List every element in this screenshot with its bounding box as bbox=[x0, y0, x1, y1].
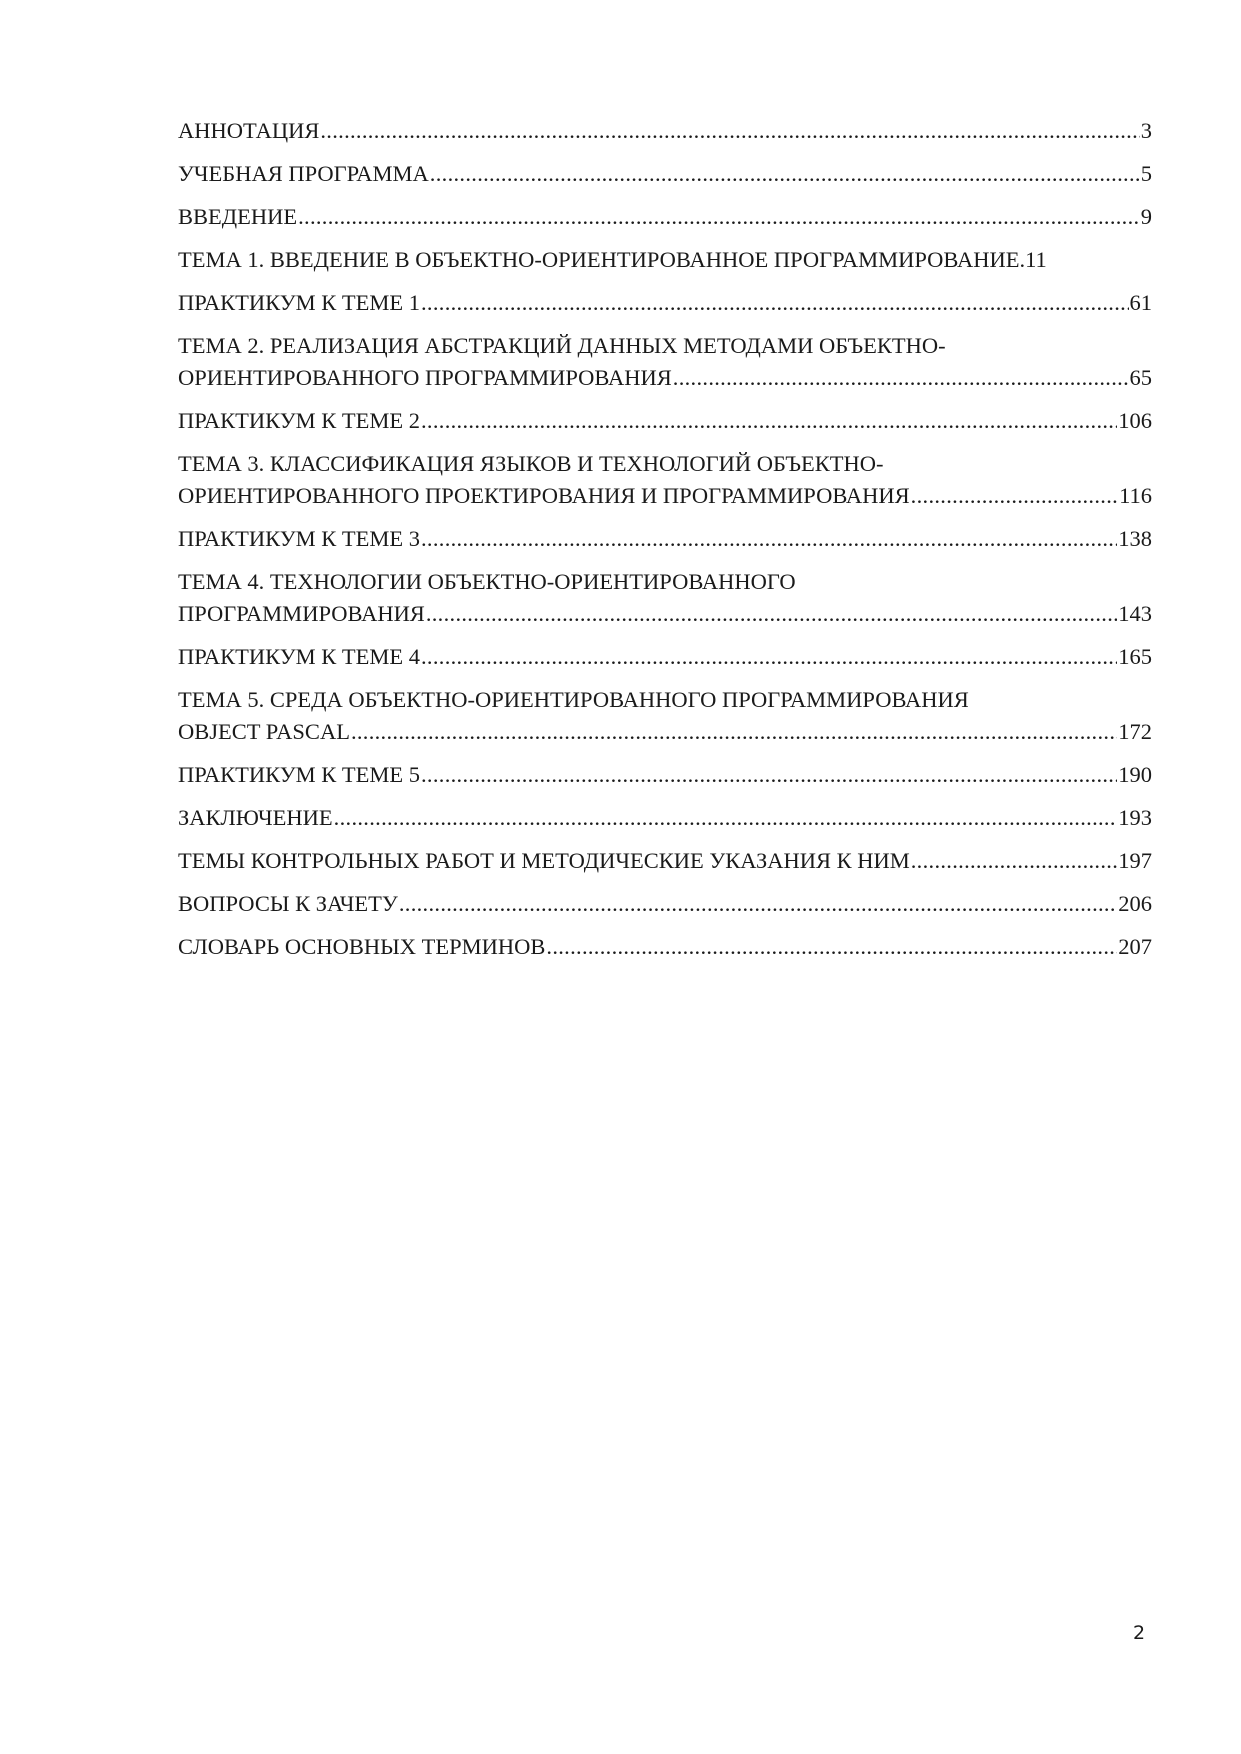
toc-dot-leader bbox=[421, 759, 1117, 791]
page-number: 2 bbox=[1133, 1622, 1146, 1644]
toc-entry-topic-5 bbox=[178, 684, 1152, 748]
toc-dot-leader bbox=[421, 641, 1117, 673]
toc-entry-title: ВОПРОСЫ К ЗАЧЕТУ bbox=[178, 891, 398, 916]
toc-entry-page: 65 bbox=[1129, 365, 1152, 390]
toc-entry-title: ПРАКТИКУМ К ТЕМЕ 4 bbox=[178, 644, 420, 669]
toc-entry-title-line2: OBJECT PASCAL bbox=[178, 719, 350, 744]
toc-entry-page: 193 bbox=[1118, 805, 1152, 830]
toc-entry-introduction bbox=[178, 201, 1152, 233]
toc-entry-title: ЗАКЛЮЧЕНИЕ bbox=[178, 805, 333, 830]
toc-entry-page: 197 bbox=[1118, 848, 1152, 873]
toc-dot-leader bbox=[673, 362, 1129, 394]
toc-dot-leader bbox=[298, 201, 1140, 233]
toc-entry-practicum-2 bbox=[178, 405, 1152, 437]
toc-entry-page: 206 bbox=[1118, 891, 1152, 916]
toc-entry-practicum-4 bbox=[178, 641, 1152, 673]
toc-entry-practicum-3 bbox=[178, 523, 1152, 555]
toc-dot-leader bbox=[421, 523, 1117, 555]
toc-entry-title: АННОТАЦИЯ bbox=[178, 118, 320, 143]
toc-entry-title: ПРАКТИКУМ К ТЕМЕ 3 bbox=[178, 526, 420, 551]
toc-entry-page: 5 bbox=[1140, 161, 1152, 186]
toc-dot-leader bbox=[911, 845, 1118, 877]
toc-entry-page: 9 bbox=[1140, 204, 1152, 229]
toc-entry-page: 116 bbox=[1119, 483, 1152, 508]
toc-dot-leader bbox=[351, 716, 1117, 748]
toc-dot-leader bbox=[320, 115, 1139, 147]
toc-entry-title: ВВЕДЕНИЕ bbox=[178, 204, 298, 229]
toc-entry-page: 165 bbox=[1118, 644, 1152, 669]
toc-entry-title: ТЕМЫ КОНТРОЛЬНЫХ РАБОТ И МЕТОДИЧЕСКИЕ УКАЗАНИЯ К НИМ bbox=[178, 848, 910, 873]
toc-entry-practicum-5 bbox=[178, 759, 1152, 791]
toc-entry-topic-4 bbox=[178, 566, 1152, 630]
toc-entry-title-line1: ТЕМА 5. СРЕДА ОБЪЕКТНО-ОРИЕНТИРОВАННОГО ПРОГРАММИРОВАНИЯ bbox=[178, 687, 969, 712]
toc-entry-title-line1: ТЕМА 4. ТЕХНОЛОГИИ ОБЪЕКТНО-ОРИЕНТИРОВАННОГО bbox=[178, 569, 796, 594]
toc-entry-topic-1 bbox=[178, 244, 1152, 276]
toc-entry-page: 172 bbox=[1118, 719, 1152, 744]
toc-entry-title: ПРАКТИКУМ К ТЕМЕ 2 bbox=[178, 408, 420, 433]
toc-entry-title-line2: ПРОГРАММИРОВАНИЯ bbox=[178, 601, 425, 626]
table-of-contents bbox=[178, 115, 1152, 974]
toc-entry-title: ПРАКТИКУМ К ТЕМЕ 1 bbox=[178, 290, 420, 315]
toc-entry-assignments bbox=[178, 845, 1152, 877]
toc-entry-annotation bbox=[178, 115, 1152, 147]
toc-entry-topic-3 bbox=[178, 448, 1152, 512]
toc-entry-page: 3 bbox=[1140, 118, 1152, 143]
toc-entry-page: 11 bbox=[1025, 247, 1047, 272]
toc-entry-title: ПРАКТИКУМ К ТЕМЕ 5 bbox=[178, 762, 420, 787]
toc-entry-title: УЧЕБНАЯ ПРОГРАММА bbox=[178, 161, 429, 186]
toc-entry-curriculum bbox=[178, 158, 1152, 190]
toc-entry-page: 61 bbox=[1129, 290, 1152, 315]
toc-dot-leader bbox=[421, 287, 1129, 319]
toc-dot-leader bbox=[421, 405, 1117, 437]
toc-entry-title-line1: ТЕМА 3. КЛАССИФИКАЦИЯ ЯЗЫКОВ И ТЕХНОЛОГИЙ ОБЪЕКТНО- bbox=[178, 451, 884, 476]
toc-dot-leader bbox=[399, 888, 1117, 920]
toc-entry-conclusion bbox=[178, 802, 1152, 834]
toc-dot-leader bbox=[334, 802, 1118, 834]
toc-entry-topic-2 bbox=[178, 330, 1152, 394]
toc-entry-title-line2: ОРИЕНТИРОВАННОГО ПРОГРАММИРОВАНИЯ bbox=[178, 365, 672, 390]
toc-entry-title-line1: ТЕМА 2. РЕАЛИЗАЦИЯ АБСТРАКЦИЙ ДАННЫХ МЕТОДАМИ ОБЪЕКТНО- bbox=[178, 333, 946, 358]
toc-entry-title: СЛОВАРЬ ОСНОВНЫХ ТЕРМИНОВ bbox=[178, 934, 546, 959]
toc-entry-page: 207 bbox=[1118, 934, 1152, 959]
toc-dot-leader bbox=[430, 158, 1140, 190]
toc-entry-page: 143 bbox=[1118, 601, 1152, 626]
toc-dot-leader bbox=[426, 598, 1117, 630]
toc-entry-page: 190 bbox=[1118, 762, 1152, 787]
toc-entry-page: 106 bbox=[1118, 408, 1152, 433]
toc-entry-page: 138 bbox=[1118, 526, 1152, 551]
toc-entry-title: ТЕМА 1. ВВЕДЕНИЕ В ОБЪЕКТНО-ОРИЕНТИРОВАННОЕ ПРОГРАММИРОВАНИЕ. bbox=[178, 247, 1026, 272]
toc-dot-leader bbox=[911, 480, 1118, 512]
toc-entry-exam-questions bbox=[178, 888, 1152, 920]
toc-entry-practicum-1 bbox=[178, 287, 1152, 319]
toc-entry-glossary bbox=[178, 931, 1152, 963]
toc-dot-leader bbox=[546, 931, 1117, 963]
toc-entry-title-line2: ОРИЕНТИРОВАННОГО ПРОЕКТИРОВАНИЯ И ПРОГРАММИРОВАНИЯ bbox=[178, 483, 910, 508]
